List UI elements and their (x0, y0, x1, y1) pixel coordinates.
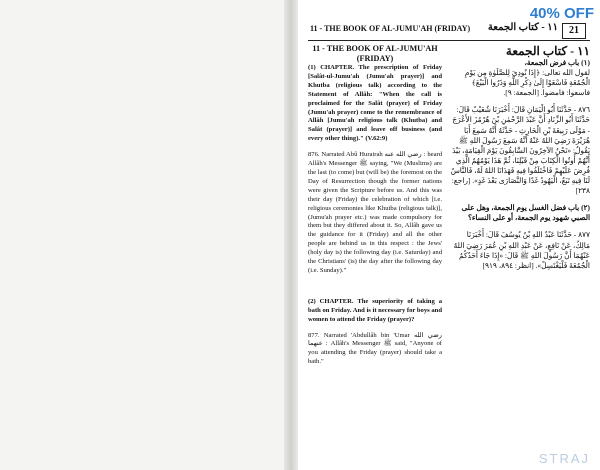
right-page (298, 0, 600, 470)
book-gutter (284, 0, 298, 470)
header-title-english: 11 - THE BOOK OF AL-JUMU'AH (FRIDAY) (310, 24, 471, 33)
header-title-arabic: ١١ - كتاب الجمعة (487, 22, 558, 33)
hadith-876-english: 876. Narrated Abû Hurairah رضي الله عنه : heard Allâh's Messenger ﷺ saying, "We (Muslims) are the last (to come) but (will be) the foremost on the Day of Resurrection though the former nations were given the Scripture before us. And this was their day (Friday) the celebration of which [i.e. religious ceremonies like Khutba (religious talk)], (Jumu'ah prayer etc.) was made compulsory for them but they differed about it. So, Allâh gave us the guidance for it (Friday) and all the other people are behind us in this respect : the Jews' (holy day is) the following day (i.e. Saturday) and the Christians' (is) the day after the following day (i.e. Sunday)." (308, 151, 442, 274)
section-2-heading-english: (2) CHAPTER. The superiority of taking a bath on Friday. And is it necessary for boys and women to attend the Friday (prayer)? (308, 297, 442, 323)
running-header (308, 22, 590, 41)
section-2-heading-arabic: (٢) باب فضل الغسل يوم الجمعة، وهل على الصبي شهود يوم الجمعة، أو على النساء؟ (461, 203, 590, 223)
hadith-877-arabic: ٨٧٧ - حَدَّثَنَا عَبْدُ اللهِ بْنُ يُوسُفَ قَالَ: أَخْبَرَنَا مَالِكٌ، عَنْ نَافِعٍ، عَنْ عَبْدِ اللهِ بْنِ عُمَرَ رَضِيَ اللهُ عَنْهُمَا أَنَّ رَسُولَ اللهِ ﷺ قَالَ: «إِذَا جَاءَ أَحَدُكُمُ الْجُمُعَةَ فَلْيَغْتَسِلْ». [انظر: ٨٩٤، ٩١٩] (453, 230, 590, 270)
arabic-column (450, 44, 590, 271)
hadith-876-arabic: ٨٧٦ - حَدَّثَنَا أَبُو الْيَمَانِ قَالَ: أَخْبَرَنَا شُعَيْبٌ قَالَ: حَدَّثَنَا أَبُو الزِّنَادِ أَنَّ عَبْدَ الرَّحْمٰنِ بْنَ هُرْمُزَ الأَعْرَجَ - مَوْلَى رَبِيعَةَ بْنِ الْحَارِثِ - حَدَّثَهُ أَنَّهُ سَمِعَ أَبَا هُرَيْرَةَ رَضِيَ اللهُ عَنْهُ أَنَّهُ سَمِعَ رَسُولَ اللهِ ﷺ يَقُولُ: «نَحْنُ الآخِرُونَ السَّابِقُونَ يَوْمَ الْقِيَامَةِ، بَيْدَ أَنَّهُمْ أُوتُوا الْكِتَابَ مِنْ قَبْلِنَا، ثُمَّ هَذَا يَوْمُهُمُ الَّذِي فُرِضَ عَلَيْهِمْ فَاخْتَلَفُوا فِيهِ فَهَدَانَا اللهُ لَهُ، فَالنَّاسُ لَنَا فِيهِ تَبَعٌ، الْيَهُودُ غَدًا وَالنَّصَارَى بَعْدَ غَدٍ». [راجع: ٢٣٨] (450, 105, 590, 196)
chapter-title-arabic: ١١ - كتاب الجمعة (505, 44, 590, 58)
discount-badge: 40% OFF (529, 5, 594, 22)
page-number: 21 (562, 23, 586, 39)
left-page-edge (0, 0, 284, 470)
hadith-877-english: 877. Narrated 'Abdullâh bin 'Umar رضي الله عنهما : Allâh's Messenger ﷺ said, "Anyone of you attending the Friday (prayer) should take a bath." (308, 331, 442, 366)
english-column (308, 44, 442, 367)
section-1-heading-english: (1) CHAPTER. The prescription of Friday [Salât-ul-Jumu'ah (Jumu'ah prayer)] and Khutba (religious talk) according to the Statement of Allâh: "When the call is proclaimed for the Salât (prayer) of Friday (Jumu'ah prayer) come to the remembrance of Allâh [Jumu'ah religious talk (Khutba) and Salât (prayer)] and leave off business (and every other thing)." (V.62:9) (308, 64, 442, 143)
store-watermark: STRAJ (538, 451, 590, 466)
section-1-heading-arabic: (١) باب فرض الجمعة، (524, 58, 590, 67)
section-1-text-arabic: لقول الله تعالى: ﴿إِذَا نُودِيَ لِلصَّلَوٰةِ مِن يَوْمِ الْجُمُعَةِ فَاسْعَوْا إِلَىٰ ذِكْرِ اللَّهِ وَذَرُوا الْبَيْعَ﴾ فاسعوا: فامضوا. [الجمعة: ٩]. (464, 68, 590, 98)
chapter-title-english: 11 - THE BOOK OF AL-JUMU'AH (FRIDAY) (312, 44, 438, 63)
